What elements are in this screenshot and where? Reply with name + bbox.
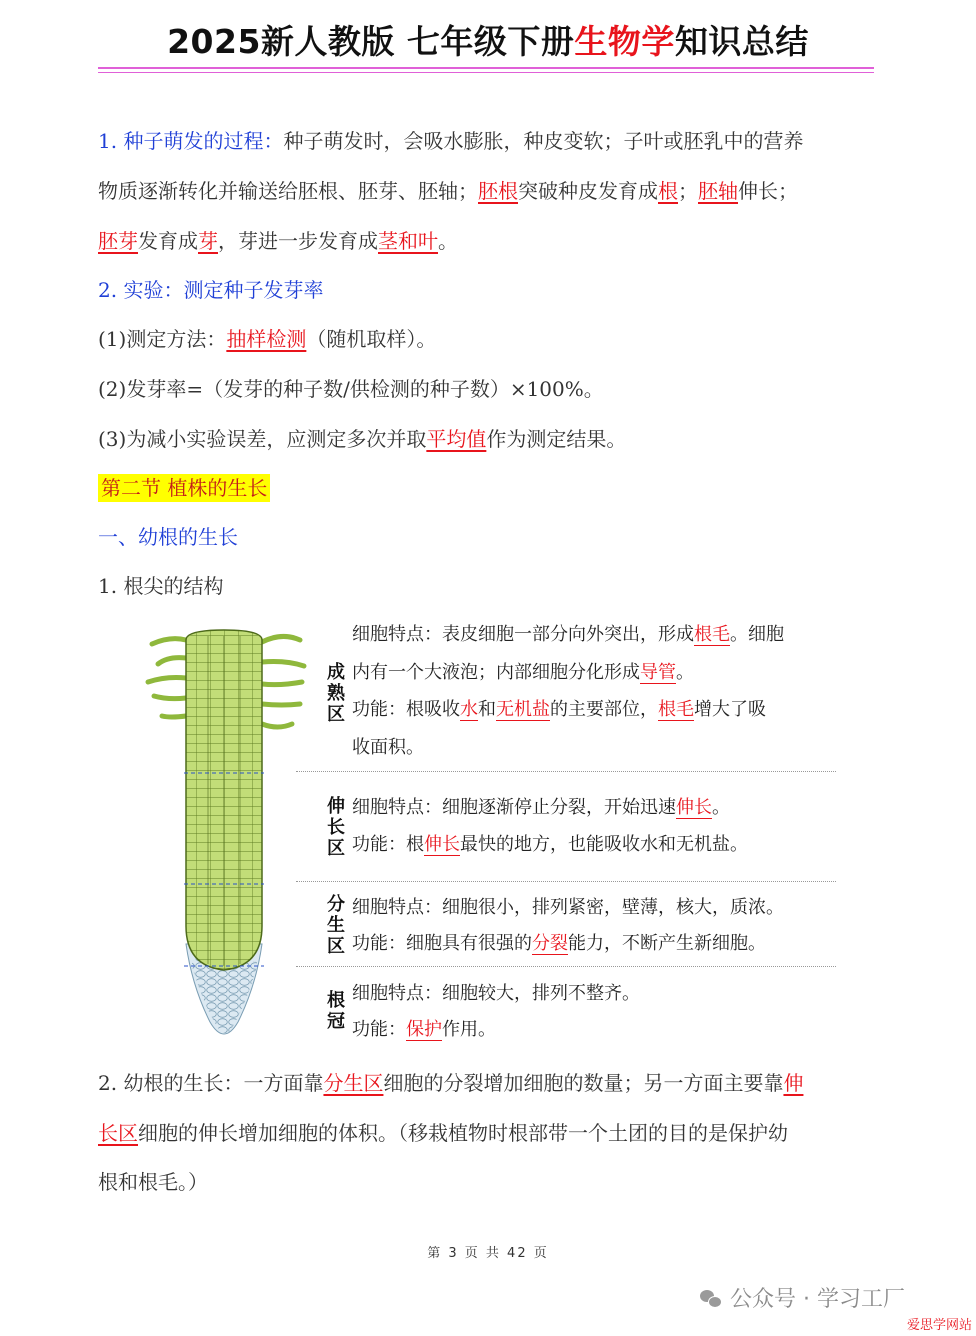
p2-method-3: (3)为减小实验误差，应测定多次并取平均值作为测定结果。 [98,427,627,451]
zone-separator [296,966,836,967]
title-rule [98,67,874,69]
wechat-icon [700,1290,722,1308]
p3-line1: 2. 幼根的生长：一方面靠分生区细胞的分裂增加细胞的数量；另一方面主要靠伸 [98,1071,804,1095]
p1-heading: 1. 种子萌发的过程： [98,129,284,153]
meristem-line1: 细胞特点：细胞很小，排列紧密，壁薄，核大，质浓。 [352,897,784,918]
maturation-line2: 内有一个大液泡；内部细胞分化形成导管。 [352,662,694,683]
maturation-line4: 收面积。 [352,737,424,758]
maturation-line1: 细胞特点：表皮细胞一部分向外突出，形成根毛。细胞 [352,624,784,645]
zone-label-maturation: 成熟区 [327,662,345,725]
page-title: 2025新人教版 七年级下册生物学知识总结 [167,22,809,61]
watermark-site: 爱思学网站 [906,1318,972,1333]
title-highlight: 生物学 [574,22,675,61]
rootcap-line2: 功能：保护作用。 [352,1019,496,1040]
elongation-line2: 功能：根伸长最快的地方，也能吸收水和无机盐。 [352,834,748,855]
root-tip-heading: 1. 根尖的结构 [98,574,224,598]
p2-method-1: (1)测定方法：抽样检测（随机取样）。 [98,327,437,351]
subsection-heading: 一、幼根的生长 [98,525,238,549]
p2-method-2: (2)发芽率=（发芽的种子数/供检测的种子数）×100%。 [98,377,604,401]
p3-line3: 根和根毛。） [98,1170,208,1194]
root-tip-illustration [140,626,310,1046]
p2-heading: 2. 实验：测定种子发芽率 [98,278,324,302]
maturation-line3: 功能：根吸收水和无机盐的主要部位，根毛增大了吸 [352,699,766,720]
zone-separator [296,881,836,882]
p3-line2: 长区细胞的伸长增加细胞的体积。（移栽植物时根部带一个土团的目的是保护幼 [98,1121,788,1145]
zone-separator [296,771,836,772]
page-number: 第 3 页 共 42 页 [427,1246,549,1261]
p1-line2: 物质逐渐转化并输送给胚根、胚芽、胚轴；胚根突破种皮发育成根；胚轴伸长； [98,179,798,203]
watermark: 公众号 · 学习工厂 [700,1282,905,1313]
title-rule-thin [98,72,874,73]
p1-line1: 1. 种子萌发的过程：种子萌发时，会吸水膨胀，种皮变软；子叶或胚乳中的营养 [98,129,804,153]
elongation-line1: 细胞特点：细胞逐渐停止分裂，开始迅速伸长。 [352,797,730,818]
p1-line3: 胚芽发育成芽，芽进一步发育成茎和叶。 [98,229,458,253]
section-heading: 第二节 植株的生长 [98,473,270,503]
zone-label-meristem: 分生区 [327,894,345,957]
zone-label-elongation: 伸长区 [327,796,345,859]
p3-heading: 2. 幼根的生长： [98,1071,244,1095]
meristem-line2: 功能：细胞具有很强的分裂能力，不断产生新细胞。 [352,933,766,954]
rootcap-line1: 细胞特点：细胞较大，排列不整齐。 [352,983,640,1004]
zone-label-rootcap: 根冠 [327,990,345,1032]
